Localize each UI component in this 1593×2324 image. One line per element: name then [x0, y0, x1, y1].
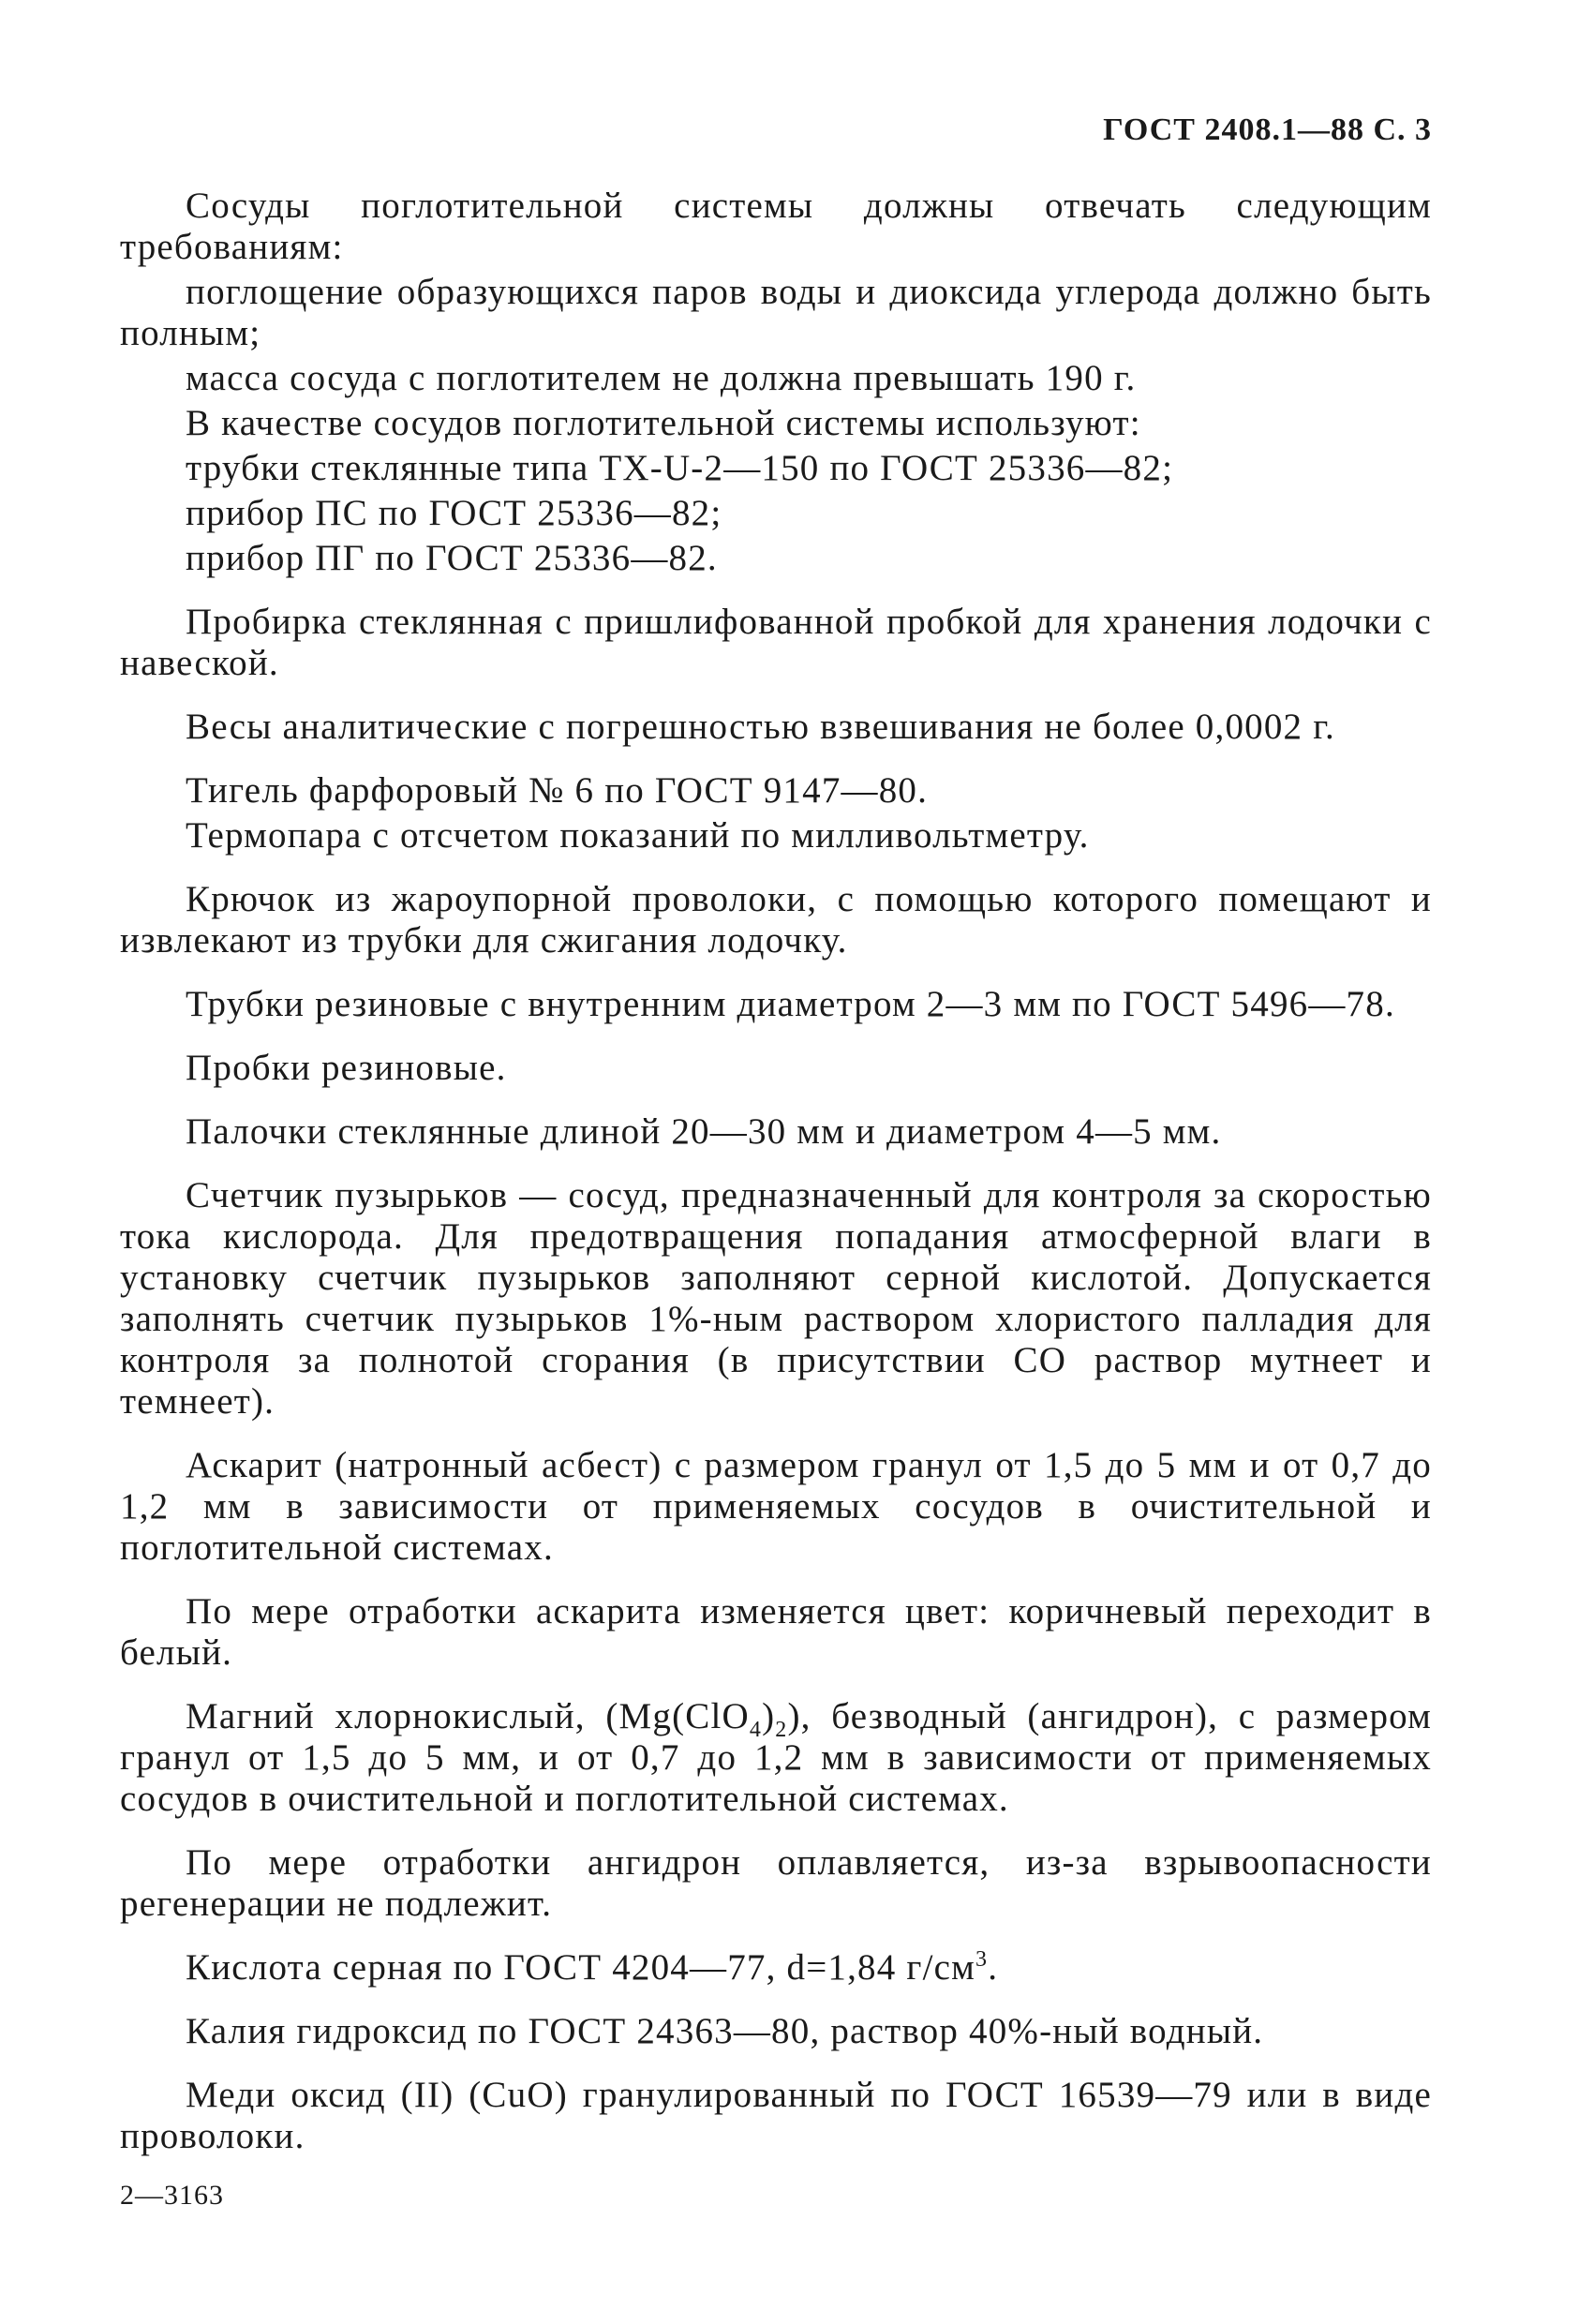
paragraph: Сосуды поглотительной системы должны отвечать следующим требованиям:: [120, 186, 1432, 267]
signature-mark: 2—3163: [120, 2180, 224, 2211]
paragraph: Пробирка стеклянная с пришлифованной пробкой для хранения лодочки с навеской.: [120, 602, 1432, 683]
text: Магний хлорнокислый, (Mg(ClO: [186, 1696, 750, 1736]
paragraph: Аскарит (натронный асбест) с размером гранул от 1,5 до 5 мм и от 0,7 до 1,2 мм в зависимости от применяемых сосудов в очистительной и поглотительной системах.: [120, 1445, 1432, 1568]
paragraph: Весы аналитические с погрешностью взвешивания не более 0,0002 г.: [186, 707, 1335, 747]
text: ): [762, 1696, 776, 1736]
running-header: ГОСТ 2408.1—88 С. 3: [1103, 112, 1432, 147]
paragraph: Палочки стеклянные длиной 20—30 мм и диаметром 4—5 мм.: [186, 1111, 1222, 1152]
paragraph: Счетчик пузырьков — сосуд, предназначенный для контроля за скоростью тока кислорода. Для предотвращения попадания атмосферной влаги в установку счетчик пузырьков заполняют серной кислотой. Допускается заполнять счетчик пузырьков 1%-ным раствором хлористого палладия для контроля за полнотой сгорания (в присутствии СО раствор мутнеет и темнеет).: [120, 1175, 1432, 1422]
paragraph: По мере отработки ангидрон оплавляется, из-за взрывоопасности регенерации не подлежит.: [120, 1842, 1432, 1924]
paragraph: Термопара с отсчетом показаний по милливольтметру.: [186, 815, 1090, 856]
paragraph: поглощение образующихся паров воды и диоксида углерода должно быть полным;: [120, 272, 1432, 353]
paragraph: Трубки резиновые с внутренним диаметром 2—3 мм по ГОСТ 5496—78.: [186, 984, 1395, 1024]
subscript: 4: [749, 1717, 763, 1742]
paragraph: прибор ПС по ГОСТ 25336—82;: [186, 493, 722, 533]
superscript: 3: [975, 1947, 989, 1972]
paragraph: Крючок из жароупорной проволоки, с помощью которого помещают и извлекают из трубки для сжигания лодочку.: [120, 879, 1432, 961]
paragraph: Меди оксид (II) (CuO) гранулированный по ГОСТ 16539—79 или в виде проволоки.: [120, 2075, 1432, 2156]
paragraph: В качестве сосудов поглотительной системы используют:: [186, 403, 1141, 443]
paragraph-magnesium: [120, 1696, 1432, 1820]
document-page: [120, 112, 1432, 2212]
text: Кислота серная по ГОСТ 4204—77, d=1,84 г/см: [186, 1947, 976, 1988]
text: .: [988, 1947, 999, 1988]
paragraph: Калия гидроксид по ГОСТ 24363—80, раствор 40%-ный водный.: [186, 2011, 1264, 2051]
paragraph: трубки стеклянные типа ТХ-U-2—150 по ГОСТ 25336—82;: [186, 448, 1174, 488]
paragraph: Пробки резиновые.: [186, 1048, 507, 1088]
paragraph: По мере отработки аскарита изменяется цвет: коричневый переходит в белый.: [120, 1591, 1432, 1673]
paragraph-sulfuric: [120, 1947, 1432, 1989]
paragraph: Тигель фарфоровый № 6 по ГОСТ 9147—80.: [186, 770, 929, 811]
paragraph: прибор ПГ по ГОСТ 25336—82.: [186, 538, 718, 578]
subscript: 2: [775, 1717, 788, 1742]
paragraph: масса сосуда с поглотителем не должна превышать 190 г.: [186, 358, 1137, 398]
document-body: [120, 186, 1432, 2157]
text: ), безводный (ангидрон), с размером гранул от 1,5 до 5 мм, и от 0,7 до 1,2 мм в зависимости от применяемых сосудов в очистительной и поглотительной системах.: [120, 1696, 1432, 1819]
